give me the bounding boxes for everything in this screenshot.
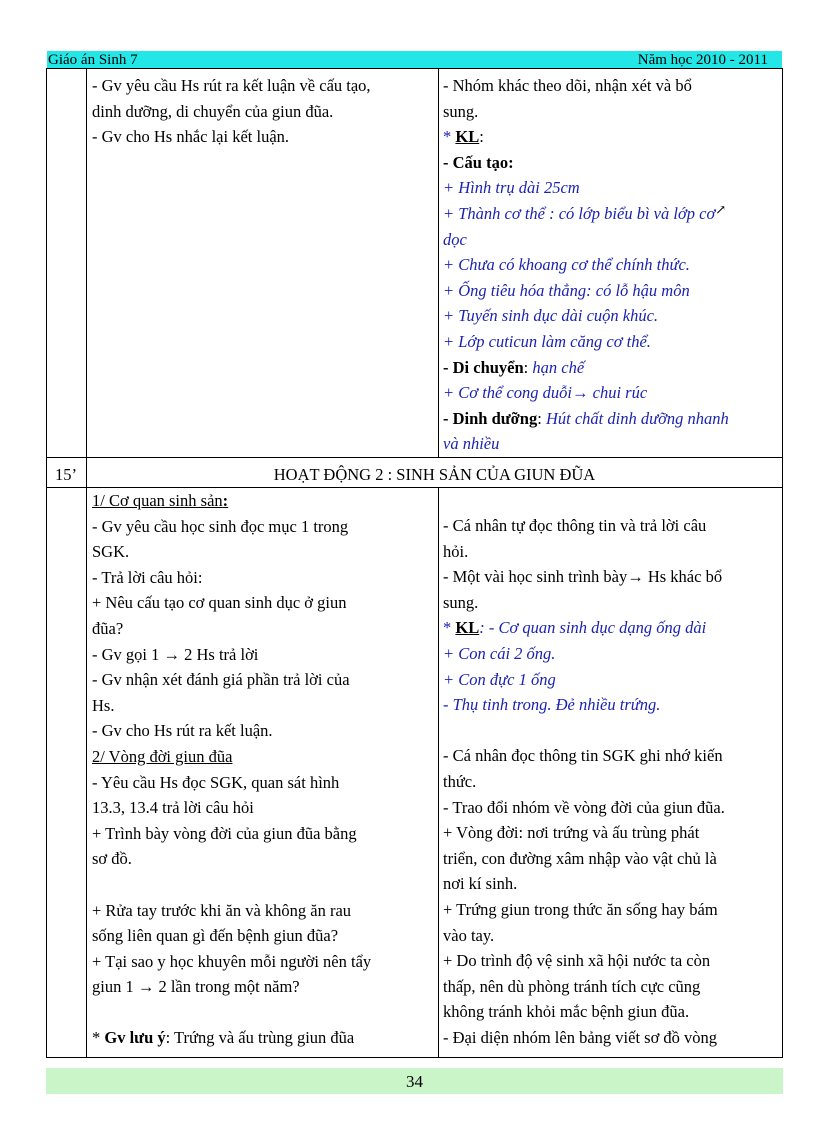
text-line: + Lớp cuticun làm căng cơ thể. bbox=[443, 331, 651, 351]
movement-sep: : bbox=[523, 357, 533, 377]
text-line: - Gv cho Hs nhắc lại kết luận. bbox=[92, 127, 290, 147]
kl-prefix: * bbox=[443, 618, 456, 638]
text-line: - Gv gọi 1 → 2 Hs trả lời bbox=[92, 644, 259, 664]
text-line: - Trả lời câu hỏi: bbox=[92, 567, 203, 587]
text-line: hỏi. bbox=[443, 541, 469, 561]
text-line: - Gv cho Hs rút ra kết luận. bbox=[92, 721, 273, 741]
teacher-note bbox=[92, 1025, 371, 1051]
kl-label: KL bbox=[455, 618, 480, 638]
text-line: đũa? bbox=[92, 618, 124, 638]
text-line: - Gv nhận xét đánh giá phần trả lời của bbox=[92, 670, 350, 690]
page-number: 34 bbox=[406, 1072, 423, 1091]
movement-line bbox=[443, 355, 729, 381]
blank-line bbox=[92, 1000, 371, 1026]
blank-line bbox=[92, 872, 371, 898]
nutrition-sep: : bbox=[537, 408, 546, 428]
text-line: Hs. bbox=[92, 695, 115, 715]
text-line bbox=[443, 201, 729, 227]
text-line: + Rửa tay trước khi ăn và không ăn rau bbox=[92, 900, 352, 920]
note-text: : Trứng và ấu trùng giun đũa bbox=[165, 1028, 355, 1048]
text-line: + Hình trụ dài 25cm bbox=[443, 178, 580, 198]
text-line: sung. bbox=[443, 592, 479, 612]
note-prefix: * bbox=[92, 1028, 105, 1048]
conclusion-heading bbox=[443, 124, 729, 150]
kl-colon: : bbox=[479, 127, 484, 147]
text-line: dọc bbox=[443, 229, 467, 249]
text-line: và nhiều bbox=[443, 434, 500, 454]
text-line: thức. bbox=[443, 771, 477, 791]
structure-heading: - Cấu tạo: bbox=[443, 152, 514, 172]
nutrition-line bbox=[443, 406, 729, 432]
text-line: - Thụ tinh trong. Đẻ nhiều trứng. bbox=[443, 695, 661, 715]
kl-prefix: * bbox=[443, 127, 456, 147]
note-label: Gv lưu ý bbox=[104, 1028, 166, 1048]
student-activity-2 bbox=[443, 513, 725, 1050]
kl-label: KL bbox=[455, 127, 480, 147]
text-line: + Ống tiêu hóa thẳng: có lỗ hậu môn bbox=[443, 280, 690, 300]
text-line: + Con đực 1 ống bbox=[443, 669, 556, 689]
text-line: - Cá nhân đọc thông tin SGK ghi nhớ kiến bbox=[443, 746, 723, 766]
text-line: không tránh khỏi mắc bệnh giun đũa. bbox=[443, 1002, 690, 1022]
subheading-reproductive-organ bbox=[92, 488, 371, 514]
text-line: + Chưa có khoang cơ thể chính thức. bbox=[443, 255, 690, 275]
teacher-activity-2 bbox=[92, 488, 371, 1051]
subheading-text: 1/ Cơ quan sinh sản bbox=[92, 491, 223, 510]
text-line: + Vòng đời: nơi trứng và ấu trùng phát bbox=[443, 823, 700, 843]
page-header bbox=[47, 51, 782, 68]
text-line: dinh dưỡng, di chuyển của giun đũa. bbox=[92, 101, 334, 121]
text-line: sống liên quan gì đến bệnh giun đũa? bbox=[92, 926, 339, 946]
text-line: - Trao đổi nhóm về vòng đời của giun đũa. bbox=[443, 797, 725, 817]
row-divider-1 bbox=[47, 457, 782, 458]
blank-line bbox=[443, 718, 725, 744]
text-line: + Con cái 2 ống. bbox=[443, 643, 556, 663]
activity-title: HOẠT ĐỘNG 2 : SINH SẢN CỦA GIUN ĐŨA bbox=[273, 465, 596, 484]
column-divider-top bbox=[438, 69, 439, 457]
nutrition-label: - Dinh dưỡng bbox=[443, 408, 538, 428]
teacher-activity-1 bbox=[92, 73, 371, 150]
nutrition-value: Hút chất dinh dưỡng nhanh bbox=[545, 408, 729, 428]
text-line: + Trứng giun trong thức ăn sống hay bám bbox=[443, 899, 718, 919]
column-divider-time bbox=[86, 69, 87, 1057]
text-line: - Nhóm khác theo dõi, nhận xét và bổ bbox=[443, 76, 692, 95]
text-line: thấp, nên dù phòng tránh tích cực cũng bbox=[443, 976, 701, 996]
text-line: sơ đồ. bbox=[92, 849, 132, 869]
text-line: - Đại diện nhóm lên bảng viết sơ đồ vòng bbox=[443, 1027, 718, 1047]
text-line: + Trình bày vòng đời của giun đũa bằng bbox=[92, 823, 357, 843]
text-line: triển, con đường xâm nhập vào vật chủ là bbox=[443, 848, 717, 868]
kl-text: : - Cơ quan sinh dục dạng ống dài bbox=[479, 618, 707, 638]
text-line: - Gv yêu cầu Hs rút ra kết luận về cấu tạo, bbox=[92, 76, 371, 95]
text-line: + Tại sao y học khuyên mỗi người nên tẩy bbox=[92, 951, 372, 971]
text-line: + Do trình độ vệ sinh xã hội nước ta còn bbox=[443, 951, 711, 971]
subheading-life-cycle: 2/ Vòng đời giun đũa bbox=[92, 746, 233, 766]
subheading-colon: : bbox=[222, 491, 229, 510]
text-line: + Tuyến sinh dục dài cuộn khúc. bbox=[443, 306, 659, 326]
movement-label: - Di chuyển bbox=[443, 357, 524, 377]
page-footer bbox=[46, 1068, 783, 1094]
text-line: giun 1 → 2 lần trong một năm? bbox=[92, 977, 300, 997]
text-line: + Cơ thể cong duỗi→ chui rúc bbox=[443, 383, 648, 403]
student-activity-1 bbox=[443, 73, 729, 457]
column-divider-bottom bbox=[438, 487, 439, 1057]
text-line: - Yêu cầu Hs đọc SGK, quan sát hình bbox=[92, 772, 340, 792]
conclusion-line bbox=[443, 615, 725, 641]
lesson-table bbox=[46, 68, 783, 1058]
text-line: + Nêu cấu tạo cơ quan sinh dục ở giun bbox=[92, 593, 347, 613]
text-line: sung. bbox=[443, 101, 479, 121]
time-allotment: 15’ bbox=[55, 465, 77, 484]
text-line: 13.3, 13.4 trả lời câu hỏi bbox=[92, 798, 254, 818]
text-segment: + Thành cơ thể : có lớp biểu bì và lớp cơ bbox=[443, 203, 716, 223]
text-line: - Gv yêu cầu học sinh đọc mục 1 trong bbox=[92, 516, 349, 536]
text-line: - Một vài học sinh trình bày→ Hs khác bổ bbox=[443, 567, 723, 587]
text-line: nơi kí sinh. bbox=[443, 874, 518, 894]
text-line: vào tay. bbox=[443, 925, 495, 945]
header-school-year: Năm học 2010 - 2011 bbox=[637, 52, 768, 68]
text-line: SGK. bbox=[92, 542, 130, 562]
movement-value: hạn chế bbox=[532, 357, 585, 377]
header-subject: Giáo án Sinh 7 bbox=[48, 52, 138, 68]
pointer-arrow-icon: ↗ bbox=[715, 201, 727, 217]
text-line: - Cá nhân tự đọc thông tin và trả lời câu bbox=[443, 516, 707, 535]
